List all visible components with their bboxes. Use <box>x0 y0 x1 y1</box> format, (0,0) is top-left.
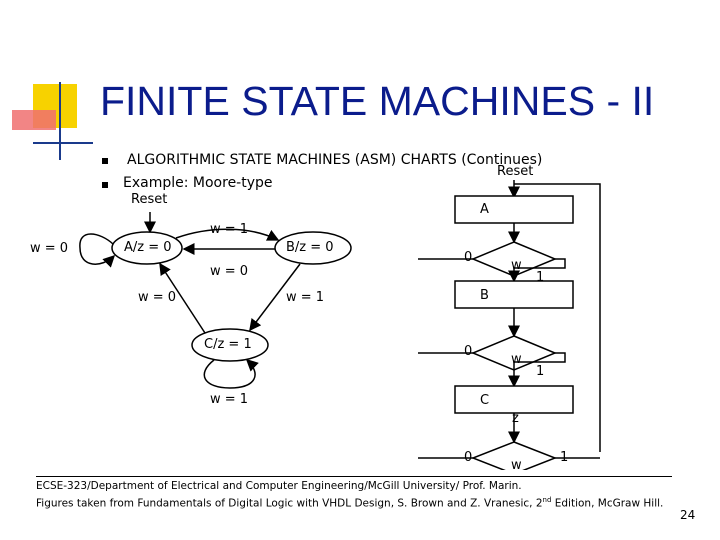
asm-state-a-name: A <box>480 202 489 217</box>
asm-state-c-box <box>455 386 573 413</box>
footer-line-2-end: Edition, McGraw Hill. <box>551 497 664 510</box>
transition-label-a-self: w = 0 <box>30 241 69 256</box>
bullet-text: ALGORITHMIC STATE MACHINES (ASM) CHARTS (Continues) <box>127 152 543 168</box>
state-c-label: C/z = 1 <box>204 337 252 352</box>
asm-state-a-box <box>455 196 573 223</box>
decision-3-one: 1 <box>560 450 569 465</box>
asm-reset-label: Reset <box>497 164 534 179</box>
bullet-text: Example: Moore-type <box>123 175 273 191</box>
transition-label-b-to-a: w = 0 <box>210 264 249 279</box>
state-a-label: A/z = 0 <box>124 240 172 255</box>
slide-title: FINITE STATE MACHINES - II <box>100 78 655 124</box>
decision-1-zero: 0 <box>464 250 473 265</box>
state-b-label: B/z = 0 <box>286 240 334 255</box>
transition-label-c-to-a: w = 0 <box>138 290 177 305</box>
decision-1-var: w <box>511 258 522 273</box>
asm-output-z: z <box>512 411 519 426</box>
asm-state-b-name: B <box>480 288 489 303</box>
decision-2-zero: 0 <box>464 344 473 359</box>
footer-line-2 <box>36 496 663 510</box>
asm-state-b-box <box>455 281 573 308</box>
footer-line-2-text: Figures taken from Fundamentals of Digital Logic with VHDL Design, S. Brown and Z. Vranesic, 2 <box>36 497 543 510</box>
transition-label-b-to-c: w = 1 <box>286 290 325 305</box>
decision-3-var: w <box>511 458 522 473</box>
footer-line-2-sup: nd <box>542 496 552 504</box>
footer-line-1: ECSE-323/Department of Electrical and Computer Engineering/McGill University/ Prof. Marin. <box>36 480 522 492</box>
decision-2-one: 1 <box>536 364 545 379</box>
reset-label: Reset <box>131 192 168 207</box>
footer-rule <box>36 476 672 477</box>
asm-state-c-name: C <box>480 393 490 408</box>
decision-2-var: w <box>511 352 522 367</box>
transition-label-a-to-b: w = 1 <box>210 222 249 237</box>
decision-3-zero: 0 <box>464 450 473 465</box>
page-number: 24 <box>680 508 696 522</box>
transition-label-c-self: w = 1 <box>210 392 249 407</box>
decision-1-one: 1 <box>536 270 545 285</box>
